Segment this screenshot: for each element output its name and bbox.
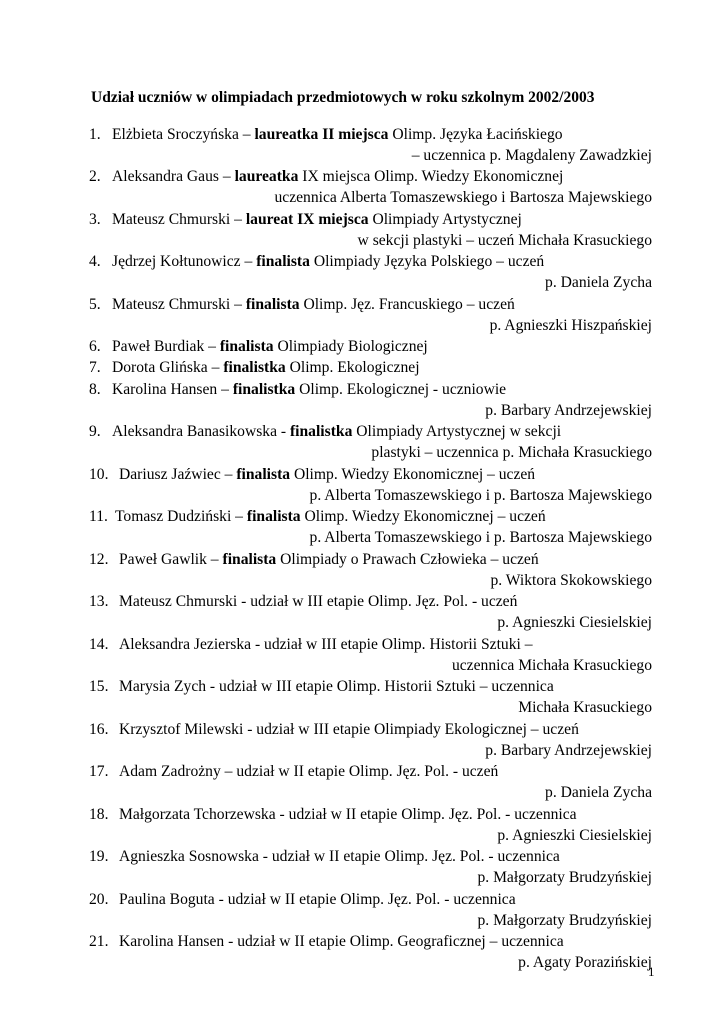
entry-number: 2.	[89, 168, 101, 185]
entry-teacher: p. Barbary Andrzejewskiej	[485, 401, 652, 419]
entry-text-segment: IX miejsca Olimp. Wiedzy Ekonomicznej	[298, 168, 564, 185]
entry-text-segment: Paulina Boguta - udział w II etapie Olimp. Jęz. Pol. - uczennica	[119, 890, 516, 908]
entry-continuation-line	[0, 187, 724, 208]
entry-continuation-line	[0, 272, 724, 293]
entry-text	[112, 357, 420, 378]
entry-number: 9.	[89, 423, 101, 440]
entry-text-segment: Olimp. Języka Łacińskiego	[388, 125, 563, 143]
entry-text-segment: Paweł Burdiak –	[112, 338, 220, 355]
entry-text-segment: Olimpiady o Prawach Człowieka – uczeń	[276, 550, 539, 568]
entry-teacher: p. Agnieszki Ciesielskiej	[497, 614, 652, 632]
entry-line	[0, 357, 724, 378]
entry-text-segment: Aleksandra Banasikowska -	[112, 423, 290, 440]
entry-teacher: plastyki – uczennica p. Michała Krasuckiego	[371, 444, 652, 462]
entry-teacher: p. Alberta Tomaszewskiego i p. Bartosza Majewskiego	[309, 529, 652, 547]
entry-continuation-line	[0, 825, 724, 846]
entry-number: 14.	[89, 635, 109, 653]
entry-teacher: p. Małgorzaty Brudzyńskiej	[477, 869, 652, 887]
entry-line	[0, 124, 724, 145]
page-number: 1	[648, 964, 655, 979]
entry-text	[119, 464, 535, 485]
entry-number: 7.	[89, 359, 101, 377]
entry-text	[115, 506, 546, 527]
entry-line	[0, 634, 724, 655]
entry-text	[112, 336, 428, 357]
entry-text	[119, 549, 539, 570]
entry-line	[0, 251, 724, 272]
entry-number: 19.	[89, 848, 109, 865]
entry-text	[119, 804, 577, 825]
entry-award: finalista	[236, 465, 291, 483]
entry-continuation-line	[0, 952, 724, 973]
entry-text	[112, 251, 544, 272]
entry-continuation-line	[0, 400, 724, 421]
entry-text	[112, 294, 515, 315]
entry-award: finalista	[245, 295, 300, 313]
entry-text-segment: Elżbieta Sroczyńska –	[112, 125, 255, 143]
entry-teacher: w sekcji plastyki – uczeń Michała Krasuckiego	[357, 231, 652, 249]
entry-award: finalista	[256, 253, 310, 270]
entry-text	[112, 166, 563, 187]
entry-teacher: – uczennica p. Magdaleny Zawadzkiej	[411, 146, 652, 164]
entry-text	[119, 846, 560, 867]
entry-text-segment: Olimp. Jęz. Francuskiego – uczeń	[299, 295, 515, 313]
entry-text	[112, 421, 561, 442]
entry-line	[0, 931, 724, 952]
entry-continuation-line	[0, 655, 724, 676]
entry-line	[0, 549, 724, 570]
entry-teacher: uczennica Alberta Tomaszewskiego i Bartosza Majewskiego	[274, 189, 652, 207]
entry-text-segment: Marysia Zych - udział w III etapie Olimp. Historii Sztuki – uczennica	[119, 678, 554, 695]
entry-text	[112, 124, 563, 145]
entry-text-segment: Karolina Hansen –	[112, 380, 233, 398]
entry-teacher: p. Agaty Porazińskiej	[518, 954, 652, 972]
entry-text-segment: Dariusz Jaźwiec –	[119, 465, 237, 483]
entry-text	[119, 634, 533, 655]
entry-line	[0, 464, 724, 485]
entry-teacher: p. Wiktora Skokowskiego	[490, 571, 652, 589]
entry-text-segment: Tomasz Dudziński –	[115, 508, 247, 525]
entry-teacher: Michała Krasuckiego	[518, 699, 652, 717]
entry-number: 6.	[89, 338, 101, 355]
entry-award: finalistka	[232, 380, 296, 398]
entry-continuation-line	[0, 442, 724, 463]
entry-text-segment: Dorota Glińska –	[112, 359, 224, 377]
entry-continuation-line	[0, 612, 724, 633]
entry-text-segment: Olimp. Ekologicznej	[285, 359, 420, 377]
entry-teacher: p. Daniela Zycha	[545, 784, 652, 802]
entry-line	[0, 846, 724, 867]
entry-line	[0, 804, 724, 825]
entry-line	[0, 166, 724, 187]
entry-text-segment: Jędrzej Kołtunowicz –	[112, 253, 257, 270]
entry-award: laureatka	[234, 168, 299, 185]
entry-teacher: p. Alberta Tomaszewskiego i p. Bartosza Majewskiego	[309, 486, 652, 504]
entry-text-segment: Adam Zadrożny – udział w II etapie Olimp. Jęz. Pol. - uczeń	[119, 763, 499, 780]
entry-continuation-line	[0, 910, 724, 931]
entry-award: finalistka	[223, 359, 286, 377]
entry-text-segment: Aleksandra Jezierska - udział w III etapie Olimp. Historii Sztuki –	[119, 635, 533, 653]
entry-award: laureatka II miejsca	[254, 125, 389, 143]
entry-continuation-line	[0, 570, 724, 591]
entry-award: laureat IX miejsca	[245, 210, 369, 228]
entry-continuation-line	[0, 527, 724, 548]
entry-text-segment: Olimp. Ekologicznej - uczniowie	[295, 380, 507, 398]
entry-continuation-line	[0, 315, 724, 336]
entry-text	[119, 931, 564, 952]
entry-line	[0, 294, 724, 315]
entry-line	[0, 719, 724, 740]
entry-line	[0, 761, 724, 782]
entry-continuation-line	[0, 782, 724, 803]
entry-teacher: uczennica Michała Krasuckiego	[451, 656, 652, 674]
entry-text-segment: Karolina Hansen - udział w II etapie Olimp. Geograficznej – uczennica	[119, 933, 564, 950]
entry-text	[112, 209, 522, 230]
entry-continuation-line	[0, 697, 724, 718]
entry-text	[119, 719, 579, 740]
entry-continuation-line	[0, 867, 724, 888]
entry-teacher: p. Agnieszki Ciesielskiej	[497, 826, 652, 844]
entry-text-segment: Olimp. Wiedzy Ekonomicznej – uczeń	[300, 508, 546, 525]
entry-number: 16.	[89, 720, 109, 738]
entry-number: 1.	[89, 125, 101, 143]
entry-teacher: p. Małgorzaty Brudzyńskiej	[477, 911, 652, 929]
entry-award: finalista	[246, 508, 301, 525]
entry-text	[119, 761, 498, 782]
entry-award: finalista	[219, 338, 274, 355]
entry-text-segment: Paweł Gawlik –	[119, 550, 223, 568]
entry-number: 10.	[89, 465, 109, 483]
entry-text-segment: Aleksandra Gaus –	[112, 168, 235, 185]
entry-text-segment: Olimpiady Biologicznej	[273, 338, 428, 355]
entry-number: 12.	[89, 550, 109, 568]
entry-line	[0, 506, 724, 527]
entry-text-segment: Mateusz Chmurski - udział w III etapie Olimp. Jęz. Pol. - uczeń	[119, 593, 518, 610]
entry-text-segment: Olimp. Wiedzy Ekonomicznej – uczeń	[290, 465, 536, 483]
entry-line	[0, 591, 724, 612]
entry-number: 21.	[89, 933, 109, 950]
entry-line	[0, 421, 724, 442]
entry-text	[119, 591, 517, 612]
entry-award: finalista	[222, 550, 277, 568]
entry-text	[119, 676, 554, 697]
entry-teacher: p. Agnieszki Hiszpańskiej	[489, 316, 652, 334]
entry-line	[0, 379, 724, 400]
document-title: Udział uczniów w olimpiadach przedmiotowych w roku szkolnym 2002/2003	[91, 89, 595, 106]
entry-continuation-line	[0, 145, 724, 166]
entry-teacher: p. Barbary Andrzejewskiej	[485, 741, 652, 759]
entry-number: 13.	[89, 593, 109, 610]
entry-line	[0, 336, 724, 357]
entry-text	[119, 889, 516, 910]
entry-text-segment: Mateusz Chmurski –	[112, 295, 246, 313]
entry-continuation-line	[0, 230, 724, 251]
entry-line	[0, 676, 724, 697]
entry-text-segment: Olimpiady Języka Polskiego – uczeń	[309, 253, 545, 270]
entry-text-segment: Mateusz Chmurski –	[112, 210, 246, 228]
entry-number: 11.	[89, 508, 108, 525]
entry-text-segment: Olimpiady Artystycznej	[368, 210, 522, 228]
entry-number: 5.	[89, 295, 101, 313]
entry-continuation-line	[0, 485, 724, 506]
entry-text-segment: Olimpiady Artystycznej w sekcji	[352, 423, 562, 440]
entry-line	[0, 889, 724, 910]
entry-text-segment: Agnieszka Sosnowska - udział w II etapie Olimp. Jęz. Pol. - uczennica	[119, 848, 560, 865]
entry-teacher: p. Daniela Zycha	[545, 274, 652, 292]
entry-text-segment: Krzysztof Milewski - udział w III etapie Olimpiady Ekologicznej – uczeń	[119, 720, 579, 738]
entry-text-segment: Małgorzata Tchorzewska - udział w II etapie Olimp. Jęz. Pol. - uczennica	[119, 805, 577, 823]
entry-award: finalistka	[289, 423, 353, 440]
entry-number: 20.	[89, 890, 109, 908]
entry-number: 18.	[89, 805, 109, 823]
entry-line	[0, 209, 724, 230]
entry-number: 4.	[89, 253, 101, 270]
entry-number: 15.	[89, 678, 109, 695]
entry-number: 8.	[89, 380, 101, 398]
entry-continuation-line	[0, 740, 724, 761]
entry-number: 3.	[89, 210, 101, 228]
entry-number: 17.	[89, 763, 109, 780]
entry-text	[112, 379, 506, 400]
